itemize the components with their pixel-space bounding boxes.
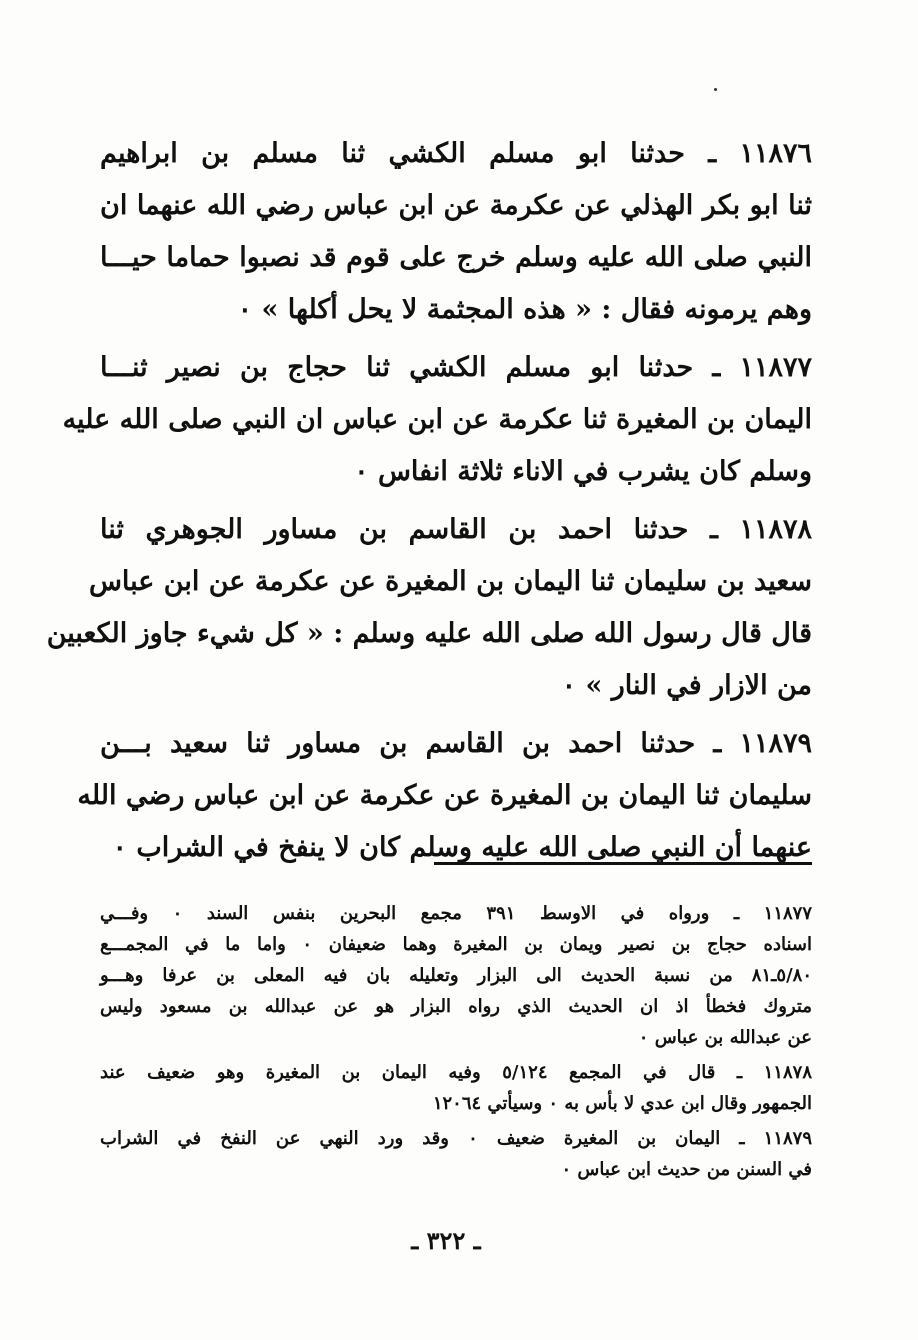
footnote-line: في السنن من حديث ابن عباس ٠ — [561, 1159, 812, 1180]
hadith-11876 — [100, 128, 812, 336]
footnote-line: ١١٨٧٩ ـ اليمان بن المغيرة ضعيف ٠ وقد ورد النهي عن النفخ في الشراب — [100, 1128, 812, 1149]
footnote-11878 — [100, 1057, 812, 1119]
hadith-11878 — [46, 504, 812, 712]
hadith-11879 — [77, 718, 812, 874]
hadith-line: من الازار في النار » ٠ — [561, 670, 812, 701]
hadith-line: النبي صلى الله عليه وسلم خرج على قوم قد نصبوا حماما حيـــا — [100, 242, 812, 273]
footnote-separator — [434, 862, 812, 865]
footnote-11877 — [100, 898, 812, 1053]
footnotes — [100, 898, 812, 1189]
hadith-line: ثنا ابو بكر الهذلي عن عكرمة عن ابن عباس رضي الله عنهما ان — [100, 190, 812, 221]
hadith-line: قال قال رسول الله صلى الله عليه وسلم : « كل شيء جاوز الكعبين — [46, 618, 812, 649]
footnote-line: متروك فخطأ اذ ان الحديث الذي رواه البزار هو عن عبدالله بن مسعود وليس — [100, 996, 812, 1017]
hadith-line: ١١٨٧٨ ـ حدثنا احمد بن القاسم بن مساور الجوهري ثنا — [100, 514, 812, 545]
hadith-line: سعيد بن سليمان ثنا اليمان بن المغيرة عن عكرمة عن ابن عباس — [88, 566, 812, 597]
footnote-11879 — [100, 1123, 812, 1185]
hadith-11877 — [62, 342, 812, 498]
footnote-line: عن عبدالله بن عباس ٠ — [638, 1027, 812, 1048]
hadith-line: وهم يرمونه فقال : « هذه المجثمة لا يحل أكلها » ٠ — [237, 294, 812, 325]
footnote-line: اسناده حجاج بن نصير ويمان بن المغيرة وهما ضعيفان ٠ واما ما في المجمـــع — [100, 934, 812, 955]
hadith-line: سليمان ثنا اليمان بن المغيرة عن عكرمة عن ابن عباس رضي الله — [77, 780, 812, 811]
hadith-line: عنهما أن النبي صلى الله عليه وسلم كان لا ينفخ في الشراب ٠ — [112, 832, 812, 863]
hadith-line: ١١٨٧٩ ـ حدثنا احمد بن القاسم بن مساور ثنا سعيد بـــن — [100, 728, 812, 759]
page-number: ـ ٣٢٢ ـ — [411, 1226, 481, 1255]
hadith-line: ١١٨٧٦ ـ حدثنا ابو مسلم الكشي ثنا مسلم بن ابراهيم — [100, 138, 812, 169]
footnote-line: ١١٨٧٧ ـ ورواه في الاوسط ٣٩١ مجمع البحرين بنفس السند ٠ وفـــي — [100, 903, 812, 924]
main-text — [46, 128, 812, 880]
hadith-line: وسلم كان يشرب في الاناء ثلاثة انفاس ٠ — [354, 456, 812, 487]
hadith-line: اليمان بن المغيرة ثنا عكرمة عن ابن عباس ان النبي صلى الله عليه — [62, 404, 812, 435]
footnote-line: ١١٨٧٨ ـ قال في المجمع ٥/١٢٤ وفيه اليمان بن المغيرة وهو ضعيف عند — [100, 1062, 812, 1083]
footnote-line: الجمهور وقال ابن عدي لا بأس به ٠ وسيأتي ١٢٠٦٤ — [432, 1093, 812, 1114]
ink-speck — [714, 88, 717, 91]
footnote-line: ٥/٨٠ـ٨١ من نسبة الحديث الى البزار وتعليله بان فيه المعلى بن عرفا وهـــو — [100, 965, 812, 986]
hadith-line: ١١٨٧٧ ـ حدثنا ابو مسلم الكشي ثنا حجاج بن نصير ثنـــا — [100, 352, 812, 383]
